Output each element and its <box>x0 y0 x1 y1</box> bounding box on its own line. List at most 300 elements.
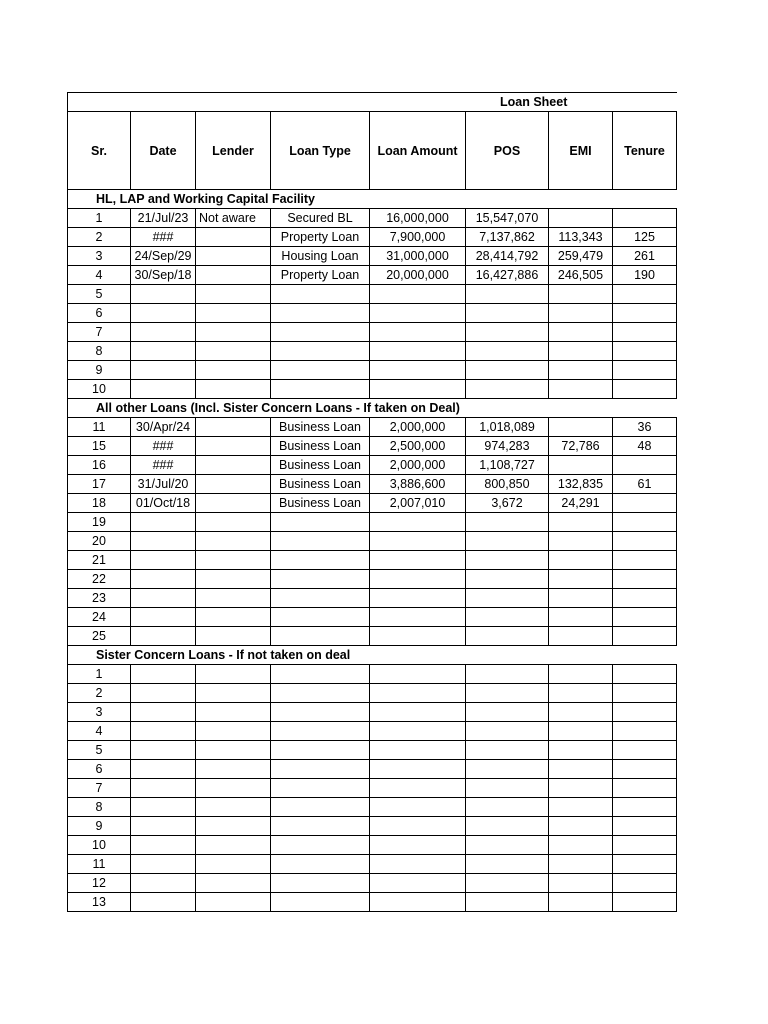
cell-loan-amount <box>370 627 466 646</box>
column-header-tenure: Tenure <box>613 112 677 190</box>
cell-pos <box>466 874 549 893</box>
cell-tenure <box>613 209 677 228</box>
cell-emi <box>549 779 613 798</box>
cell-loan-amount <box>370 513 466 532</box>
cell-sr: 5 <box>68 285 131 304</box>
cell-emi <box>549 361 613 380</box>
cell-loan-type <box>271 589 370 608</box>
cell-sr: 17 <box>68 475 131 494</box>
cell-emi <box>549 532 613 551</box>
table-row <box>68 551 677 570</box>
cell-loan-amount <box>370 855 466 874</box>
table-row <box>68 570 677 589</box>
cell-loan-amount <box>370 532 466 551</box>
table-row <box>68 513 677 532</box>
cell-pos <box>466 627 549 646</box>
table-row <box>68 874 677 893</box>
cell-tenure <box>613 532 677 551</box>
cell-sr: 13 <box>68 893 131 912</box>
cell-loan-type <box>271 627 370 646</box>
cell-tenure: 190 <box>613 266 677 285</box>
cell-loan-type: Business Loan <box>271 494 370 513</box>
cell-pos <box>466 798 549 817</box>
cell-date: 31/Jul/20 <box>131 475 196 494</box>
cell-loan-amount: 20,000,000 <box>370 266 466 285</box>
cell-emi <box>549 665 613 684</box>
cell-date <box>131 285 196 304</box>
cell-pos: 28,414,792 <box>466 247 549 266</box>
cell-tenure <box>613 513 677 532</box>
cell-emi <box>549 836 613 855</box>
cell-date <box>131 342 196 361</box>
cell-date: ### <box>131 437 196 456</box>
cell-tenure <box>613 665 677 684</box>
cell-loan-type <box>271 874 370 893</box>
cell-lender <box>196 722 271 741</box>
cell-date <box>131 817 196 836</box>
cell-emi <box>549 817 613 836</box>
cell-sr: 25 <box>68 627 131 646</box>
cell-date <box>131 570 196 589</box>
cell-loan-type <box>271 798 370 817</box>
cell-lender <box>196 475 271 494</box>
cell-date <box>131 608 196 627</box>
cell-lender <box>196 456 271 475</box>
cell-tenure <box>613 798 677 817</box>
cell-emi: 113,343 <box>549 228 613 247</box>
cell-lender <box>196 418 271 437</box>
cell-loan-type <box>271 342 370 361</box>
cell-tenure <box>613 779 677 798</box>
cell-pos <box>466 665 549 684</box>
cell-loan-type: Business Loan <box>271 475 370 494</box>
cell-lender <box>196 285 271 304</box>
cell-sr: 1 <box>68 209 131 228</box>
cell-pos <box>466 893 549 912</box>
cell-pos <box>466 722 549 741</box>
table-row <box>68 627 677 646</box>
cell-tenure <box>613 874 677 893</box>
table-row <box>68 893 677 912</box>
title-row <box>68 93 677 112</box>
cell-sr: 11 <box>68 855 131 874</box>
cell-date <box>131 589 196 608</box>
cell-loan-type <box>271 665 370 684</box>
section-heading: Sister Concern Loans - If not taken on deal <box>68 646 677 665</box>
cell-lender <box>196 380 271 399</box>
cell-pos <box>466 551 549 570</box>
cell-emi <box>549 608 613 627</box>
cell-emi <box>549 380 613 399</box>
cell-loan-type <box>271 760 370 779</box>
cell-emi <box>549 741 613 760</box>
cell-emi <box>549 760 613 779</box>
cell-emi <box>549 304 613 323</box>
table-row <box>68 380 677 399</box>
column-header-emi: EMI <box>549 112 613 190</box>
cell-loan-amount <box>370 589 466 608</box>
cell-pos <box>466 684 549 703</box>
table-row <box>68 361 677 380</box>
cell-emi <box>549 798 613 817</box>
cell-loan-amount <box>370 361 466 380</box>
cell-tenure <box>613 893 677 912</box>
cell-sr: 12 <box>68 874 131 893</box>
table-row <box>68 798 677 817</box>
cell-tenure <box>613 551 677 570</box>
table-row <box>68 247 677 266</box>
cell-lender <box>196 342 271 361</box>
cell-emi <box>549 209 613 228</box>
cell-tenure <box>613 741 677 760</box>
cell-tenure: 61 <box>613 475 677 494</box>
cell-date: 30/Sep/18 <box>131 266 196 285</box>
cell-sr: 24 <box>68 608 131 627</box>
cell-emi <box>549 874 613 893</box>
table-row <box>68 855 677 874</box>
cell-loan-amount: 2,500,000 <box>370 437 466 456</box>
table-row <box>68 665 677 684</box>
cell-lender <box>196 247 271 266</box>
cell-sr: 7 <box>68 779 131 798</box>
cell-sr: 19 <box>68 513 131 532</box>
cell-date: ### <box>131 228 196 247</box>
cell-sr: 18 <box>68 494 131 513</box>
cell-pos <box>466 741 549 760</box>
cell-emi <box>549 342 613 361</box>
cell-pos <box>466 532 549 551</box>
cell-date <box>131 532 196 551</box>
cell-tenure: 36 <box>613 418 677 437</box>
cell-lender <box>196 741 271 760</box>
table-row <box>68 608 677 627</box>
cell-pos <box>466 589 549 608</box>
cell-lender <box>196 513 271 532</box>
cell-sr: 22 <box>68 570 131 589</box>
cell-tenure <box>613 323 677 342</box>
column-header-sr: Sr. <box>68 112 131 190</box>
cell-date: 24/Sep/29 <box>131 247 196 266</box>
cell-lender <box>196 760 271 779</box>
cell-tenure <box>613 361 677 380</box>
cell-loan-amount <box>370 323 466 342</box>
cell-tenure: 125 <box>613 228 677 247</box>
cell-emi <box>549 570 613 589</box>
cell-loan-amount <box>370 665 466 684</box>
cell-loan-amount <box>370 760 466 779</box>
column-header-loan-type: Loan Type <box>271 112 370 190</box>
cell-tenure <box>613 494 677 513</box>
cell-loan-amount <box>370 342 466 361</box>
cell-loan-amount: 2,000,000 <box>370 418 466 437</box>
cell-lender <box>196 266 271 285</box>
cell-loan-amount: 3,886,600 <box>370 475 466 494</box>
cell-sr: 15 <box>68 437 131 456</box>
cell-loan-amount <box>370 570 466 589</box>
table-row <box>68 266 677 285</box>
cell-loan-type <box>271 513 370 532</box>
table-row <box>68 836 677 855</box>
cell-loan-amount: 2,007,010 <box>370 494 466 513</box>
cell-date <box>131 703 196 722</box>
cell-loan-type: Property Loan <box>271 266 370 285</box>
cell-loan-type: Housing Loan <box>271 247 370 266</box>
column-header-row <box>68 112 677 190</box>
cell-date <box>131 627 196 646</box>
cell-emi <box>549 589 613 608</box>
cell-pos: 1,108,727 <box>466 456 549 475</box>
cell-loan-type <box>271 703 370 722</box>
cell-loan-type: Business Loan <box>271 418 370 437</box>
cell-loan-amount <box>370 741 466 760</box>
cell-date <box>131 684 196 703</box>
cell-loan-type <box>271 608 370 627</box>
cell-emi <box>549 627 613 646</box>
table-row <box>68 722 677 741</box>
cell-date <box>131 874 196 893</box>
cell-date <box>131 836 196 855</box>
cell-emi <box>549 893 613 912</box>
cell-loan-type <box>271 722 370 741</box>
cell-pos <box>466 570 549 589</box>
table-row <box>68 304 677 323</box>
cell-date <box>131 798 196 817</box>
table-row <box>68 779 677 798</box>
cell-loan-type <box>271 285 370 304</box>
cell-lender <box>196 817 271 836</box>
cell-pos: 3,672 <box>466 494 549 513</box>
cell-lender <box>196 532 271 551</box>
cell-date: 21/Jul/23 <box>131 209 196 228</box>
cell-sr: 2 <box>68 684 131 703</box>
cell-date <box>131 513 196 532</box>
cell-sr: 2 <box>68 228 131 247</box>
cell-tenure <box>613 608 677 627</box>
cell-tenure <box>613 627 677 646</box>
cell-date <box>131 304 196 323</box>
cell-sr: 10 <box>68 380 131 399</box>
cell-loan-amount <box>370 893 466 912</box>
cell-date <box>131 760 196 779</box>
cell-pos <box>466 855 549 874</box>
cell-loan-amount <box>370 703 466 722</box>
cell-sr: 4 <box>68 266 131 285</box>
cell-loan-amount <box>370 874 466 893</box>
loan-sheet-table <box>67 92 677 912</box>
cell-sr: 6 <box>68 760 131 779</box>
cell-loan-amount <box>370 551 466 570</box>
cell-lender <box>196 228 271 247</box>
cell-lender <box>196 589 271 608</box>
cell-lender: Not aware <box>196 209 271 228</box>
cell-date <box>131 380 196 399</box>
cell-lender <box>196 684 271 703</box>
cell-loan-amount <box>370 798 466 817</box>
cell-loan-amount <box>370 608 466 627</box>
cell-emi: 24,291 <box>549 494 613 513</box>
cell-pos: 1,018,089 <box>466 418 549 437</box>
cell-pos: 974,283 <box>466 437 549 456</box>
cell-tenure <box>613 722 677 741</box>
cell-pos <box>466 703 549 722</box>
cell-date <box>131 323 196 342</box>
table-row <box>68 437 677 456</box>
cell-emi <box>549 722 613 741</box>
cell-emi: 132,835 <box>549 475 613 494</box>
cell-date <box>131 893 196 912</box>
cell-pos <box>466 760 549 779</box>
column-header-date: Date <box>131 112 196 190</box>
cell-tenure: 48 <box>613 437 677 456</box>
table-row <box>68 285 677 304</box>
table-row <box>68 342 677 361</box>
table-row <box>68 703 677 722</box>
sheet-title: Loan Sheet <box>68 93 677 112</box>
cell-pos <box>466 513 549 532</box>
cell-date <box>131 551 196 570</box>
section-heading-row <box>68 646 677 665</box>
cell-loan-type <box>271 779 370 798</box>
cell-loan-type <box>271 304 370 323</box>
cell-loan-amount: 16,000,000 <box>370 209 466 228</box>
cell-emi <box>549 285 613 304</box>
cell-pos: 15,547,070 <box>466 209 549 228</box>
cell-pos <box>466 608 549 627</box>
cell-loan-type <box>271 361 370 380</box>
cell-loan-amount: 2,000,000 <box>370 456 466 475</box>
table-row <box>68 228 677 247</box>
table-row <box>68 209 677 228</box>
cell-loan-amount <box>370 817 466 836</box>
cell-date <box>131 361 196 380</box>
cell-date: 01/Oct/18 <box>131 494 196 513</box>
cell-pos <box>466 836 549 855</box>
section-heading: All other Loans (Incl. Sister Concern Loans - If taken on Deal) <box>68 399 677 418</box>
table-row <box>68 817 677 836</box>
cell-loan-amount <box>370 285 466 304</box>
cell-sr: 7 <box>68 323 131 342</box>
cell-pos: 16,427,886 <box>466 266 549 285</box>
cell-sr: 3 <box>68 247 131 266</box>
cell-loan-amount <box>370 779 466 798</box>
cell-sr: 8 <box>68 342 131 361</box>
column-header-lender: Lender <box>196 112 271 190</box>
cell-sr: 16 <box>68 456 131 475</box>
cell-emi: 259,479 <box>549 247 613 266</box>
cell-date: ### <box>131 456 196 475</box>
cell-emi <box>549 703 613 722</box>
cell-lender <box>196 665 271 684</box>
cell-loan-type <box>271 551 370 570</box>
cell-lender <box>196 361 271 380</box>
cell-sr: 10 <box>68 836 131 855</box>
cell-loan-type: Business Loan <box>271 456 370 475</box>
cell-date <box>131 741 196 760</box>
table-row <box>68 418 677 437</box>
cell-emi <box>549 551 613 570</box>
cell-loan-type <box>271 741 370 760</box>
cell-sr: 3 <box>68 703 131 722</box>
cell-sr: 9 <box>68 817 131 836</box>
cell-date <box>131 855 196 874</box>
cell-emi <box>549 456 613 475</box>
cell-loan-type <box>271 684 370 703</box>
cell-loan-amount <box>370 684 466 703</box>
cell-date <box>131 779 196 798</box>
cell-date <box>131 722 196 741</box>
cell-lender <box>196 551 271 570</box>
section-heading-row <box>68 399 677 418</box>
cell-tenure <box>613 304 677 323</box>
table-row <box>68 532 677 551</box>
cell-tenure <box>613 684 677 703</box>
cell-sr: 23 <box>68 589 131 608</box>
cell-tenure <box>613 342 677 361</box>
cell-loan-type: Secured BL <box>271 209 370 228</box>
table-row <box>68 323 677 342</box>
cell-emi <box>549 855 613 874</box>
cell-pos <box>466 817 549 836</box>
cell-lender <box>196 608 271 627</box>
cell-pos <box>466 342 549 361</box>
cell-sr: 4 <box>68 722 131 741</box>
table-row <box>68 589 677 608</box>
cell-tenure <box>613 703 677 722</box>
cell-emi <box>549 513 613 532</box>
cell-tenure <box>613 589 677 608</box>
cell-tenure <box>613 855 677 874</box>
cell-lender <box>196 627 271 646</box>
cell-loan-amount: 31,000,000 <box>370 247 466 266</box>
cell-sr: 8 <box>68 798 131 817</box>
cell-loan-type: Property Loan <box>271 228 370 247</box>
cell-lender <box>196 798 271 817</box>
cell-lender <box>196 855 271 874</box>
cell-tenure: 261 <box>613 247 677 266</box>
cell-lender <box>196 874 271 893</box>
cell-loan-type <box>271 855 370 874</box>
cell-date <box>131 665 196 684</box>
column-header-pos: POS <box>466 112 549 190</box>
cell-loan-type <box>271 893 370 912</box>
cell-loan-amount <box>370 304 466 323</box>
cell-pos: 800,850 <box>466 475 549 494</box>
cell-sr: 5 <box>68 741 131 760</box>
table-row <box>68 494 677 513</box>
cell-emi: 72,786 <box>549 437 613 456</box>
cell-loan-amount <box>370 836 466 855</box>
cell-lender <box>196 323 271 342</box>
cell-sr: 21 <box>68 551 131 570</box>
cell-loan-type <box>271 817 370 836</box>
cell-loan-type <box>271 323 370 342</box>
cell-loan-amount <box>370 722 466 741</box>
cell-emi <box>549 684 613 703</box>
section-heading-row <box>68 190 677 209</box>
cell-lender <box>196 570 271 589</box>
cell-sr: 9 <box>68 361 131 380</box>
table-row <box>68 684 677 703</box>
sheet-body <box>68 190 677 912</box>
cell-loan-amount <box>370 380 466 399</box>
cell-loan-type <box>271 532 370 551</box>
cell-loan-type <box>271 570 370 589</box>
cell-tenure <box>613 380 677 399</box>
table-row <box>68 456 677 475</box>
cell-loan-type <box>271 380 370 399</box>
cell-tenure <box>613 285 677 304</box>
cell-tenure <box>613 760 677 779</box>
